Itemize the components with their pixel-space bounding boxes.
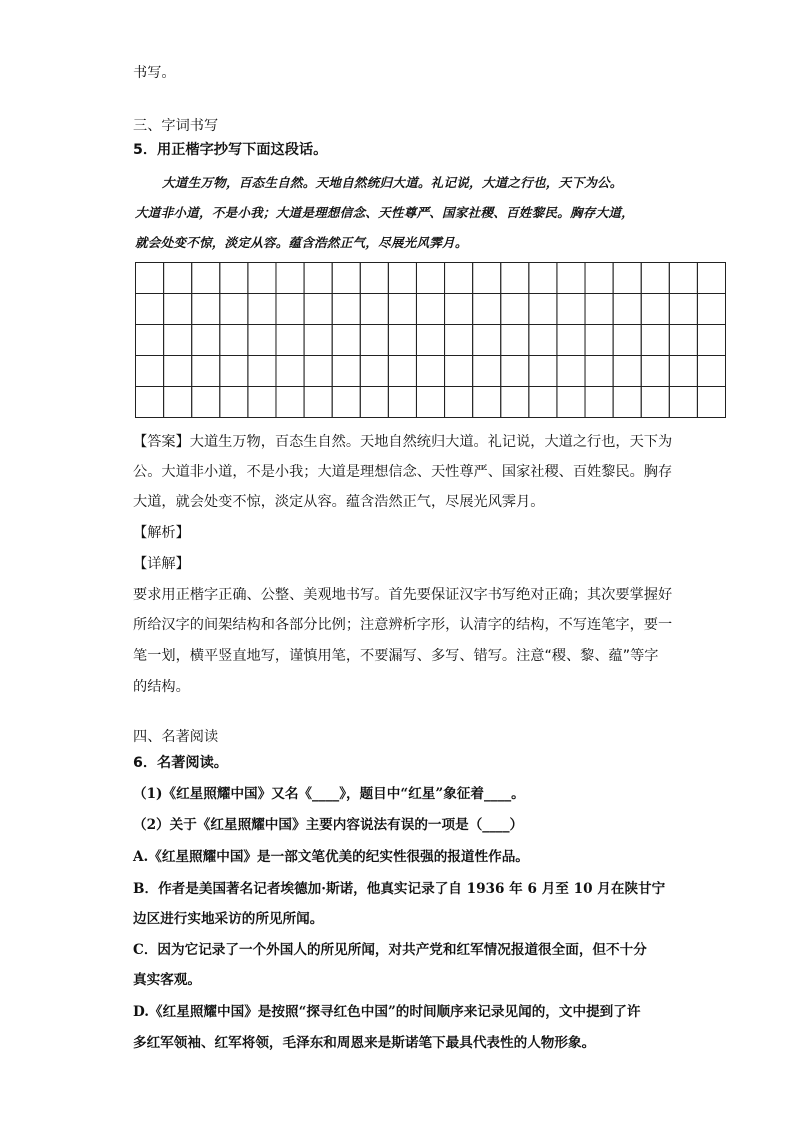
grid-cell — [304, 356, 332, 387]
grid-cell — [613, 356, 641, 387]
grid-cell — [332, 294, 360, 325]
grid-cell — [445, 325, 473, 356]
grid-cell — [501, 356, 529, 387]
grid-cell — [304, 325, 332, 356]
grid-cell — [416, 325, 444, 356]
grid-cell — [164, 263, 192, 294]
grid-cell — [332, 356, 360, 387]
grid-cell — [192, 294, 220, 325]
grid-cell — [529, 263, 557, 294]
grid-cell — [220, 387, 248, 418]
detail-line-1: 要求用正楷字正确、公整、美观地书写。首先要保证汉字书写绝对正确；其次要掌握好 — [133, 587, 673, 603]
grid-cell — [641, 263, 669, 294]
grid-cell — [557, 387, 585, 418]
grid-cell — [697, 356, 725, 387]
option-b-line-2: 边区进行实地采访的所见所闻。 — [133, 911, 324, 927]
grid-cell — [248, 263, 276, 294]
grid-cell — [304, 387, 332, 418]
grid-cell — [613, 387, 641, 418]
grid-cell — [136, 294, 164, 325]
grid-cell — [473, 356, 501, 387]
grid-cell — [304, 263, 332, 294]
grid-cell — [613, 325, 641, 356]
grid-cell — [388, 263, 416, 294]
grid-cell — [697, 294, 725, 325]
grid-cell — [445, 356, 473, 387]
grid-cell — [501, 325, 529, 356]
grid-cell — [388, 387, 416, 418]
grid-cell — [557, 294, 585, 325]
question-6-prompt: 6．名著阅读。 — [133, 755, 228, 771]
grid-cell — [164, 387, 192, 418]
grid-cell — [388, 294, 416, 325]
grid-cell — [220, 356, 248, 387]
detail-label: 【详解】 — [133, 556, 190, 572]
grid-cell — [557, 263, 585, 294]
section-4-heading: 四、名著阅读 — [133, 729, 219, 745]
grid-cell — [641, 356, 669, 387]
grid-cell — [557, 325, 585, 356]
grid-cell — [501, 387, 529, 418]
grid-cell — [388, 325, 416, 356]
grid-cell — [613, 294, 641, 325]
passage-line-2: 大道非小道，不是小我；大道是理想信念、天性尊严、国家社稷、百姓黎民。胸存大道， — [135, 205, 634, 220]
question-6-sub-2: （2）关于《红星照耀中国》主要内容说法有误的一项是（____） — [133, 817, 524, 833]
section-3-heading: 三、字词书写 — [133, 118, 219, 134]
grid-cell — [585, 356, 613, 387]
grid-cell — [416, 294, 444, 325]
grid-cell — [416, 387, 444, 418]
option-c-line-2: 真实客观。 — [133, 972, 201, 988]
grid-cell — [220, 263, 248, 294]
grid-cell — [641, 294, 669, 325]
grid-cell — [473, 263, 501, 294]
grid-cell — [220, 325, 248, 356]
grid-cell — [669, 294, 697, 325]
grid-cell — [669, 263, 697, 294]
grid-cell — [164, 325, 192, 356]
grid-cell — [501, 263, 529, 294]
grid-cell — [529, 325, 557, 356]
grid-cell — [360, 387, 388, 418]
grid-cell — [585, 294, 613, 325]
grid-cell — [332, 325, 360, 356]
grid-cell — [416, 356, 444, 387]
detail-line-3: 笔一划，横平竖直地写，谨慎用笔，不要漏写、多写、错写。注意“稷、黎、蕴”等字 — [133, 648, 659, 664]
question-5-prompt: 5．用正楷字抄写下面这段话。 — [133, 142, 328, 158]
grid-cell — [473, 387, 501, 418]
grid-cell — [248, 387, 276, 418]
grid-cell — [192, 356, 220, 387]
question-6-sub-1: （1)《红星照耀中国》又名《____》，题目中“红星”象征着____。 — [133, 786, 525, 802]
grid-cell — [697, 263, 725, 294]
grid-cell — [164, 356, 192, 387]
option-d-line-2: 多红军领袖、红军将领，毛泽东和周恩来是斯诺笔下最具代表性的人物形象。 — [133, 1035, 596, 1051]
grid-cell — [304, 294, 332, 325]
detail-line-2: 所给汉字的间架结构和各部分比例；注意辨析字形，认清字的结构，不写连笔字，要一 — [133, 617, 673, 633]
grid-cell — [585, 387, 613, 418]
grid-cell — [136, 356, 164, 387]
grid-cell — [557, 356, 585, 387]
grid-cell — [416, 263, 444, 294]
writing-grid — [135, 262, 726, 418]
grid-cell — [641, 325, 669, 356]
grid-cell — [360, 325, 388, 356]
grid-cell — [276, 263, 304, 294]
grid-cell — [248, 294, 276, 325]
grid-cell — [192, 325, 220, 356]
option-a: A.《红星照耀中国》是一部文笔优美的纪实性很强的报道性作品。 — [133, 849, 529, 865]
grid-cell — [136, 263, 164, 294]
grid-cell — [473, 325, 501, 356]
grid-cell — [164, 294, 192, 325]
grid-cell — [192, 263, 220, 294]
analysis-label: 【解析】 — [133, 525, 190, 541]
grid-cell — [332, 387, 360, 418]
grid-cell — [529, 356, 557, 387]
grid-cell — [529, 387, 557, 418]
grid-cell — [669, 387, 697, 418]
grid-cell — [276, 294, 304, 325]
grid-cell — [136, 325, 164, 356]
grid-cell — [248, 325, 276, 356]
grid-cell — [192, 387, 220, 418]
option-d-line-1: D.《红星照耀中国》是按照“探寻红色中国”的时间顺序来记录见闻的，文中提到了许 — [133, 1004, 641, 1020]
intro-tail-text: 书写。 — [133, 65, 176, 81]
grid-cell — [388, 356, 416, 387]
passage-line-1: 大道生万物，百态生自然。天地自然统归大道。礼记说，大道之行也，天下为公。 — [162, 175, 623, 190]
answer-line-1: 【答案】大道生万物，百态生自然。天地自然统归大道。礼记说，大道之行也，天下为 — [133, 434, 673, 450]
grid-cell — [136, 387, 164, 418]
grid-cell — [276, 387, 304, 418]
grid-cell — [360, 294, 388, 325]
grid-cell — [501, 294, 529, 325]
grid-cell — [585, 263, 613, 294]
grid-cell — [641, 387, 669, 418]
grid-cell — [220, 294, 248, 325]
detail-line-4: 的结构。 — [133, 679, 190, 695]
grid-cell — [332, 263, 360, 294]
grid-cell — [360, 263, 388, 294]
grid-cell — [669, 325, 697, 356]
grid-cell — [445, 294, 473, 325]
grid-cell — [445, 387, 473, 418]
answer-line-2: 公。大道非小道，不是小我；大道是理想信念、天性尊严、国家社稷、百姓黎民。胸存 — [133, 464, 673, 480]
grid-cell — [697, 387, 725, 418]
option-b-line-1: B．作者是美国著名记者埃德加·斯诺，他真实记录了自 1936 年 6 月至 10 月在陕甘宁 — [133, 881, 666, 897]
grid-cell — [276, 325, 304, 356]
grid-cell — [445, 263, 473, 294]
grid-cell — [613, 263, 641, 294]
answer-line-3: 大道，就会处变不惊，淡定从容。蕴含浩然正气，尽展光风霁月。 — [133, 494, 545, 510]
writing-grid-lines — [135, 262, 726, 418]
grid-cell — [669, 356, 697, 387]
grid-cell — [360, 356, 388, 387]
grid-cell — [276, 356, 304, 387]
grid-cell — [529, 294, 557, 325]
option-c-line-1: C．因为它记录了一个外国人的所见所闻，对共产党和红军情况报道很全面，但不十分 — [133, 942, 647, 958]
grid-cell — [248, 356, 276, 387]
grid-cell — [473, 294, 501, 325]
grid-cell — [697, 325, 725, 356]
grid-cell — [585, 325, 613, 356]
passage-line-3: 就会处变不惊，淡定从容。蕴含浩然正气，尽展光风霁月。 — [135, 235, 468, 250]
